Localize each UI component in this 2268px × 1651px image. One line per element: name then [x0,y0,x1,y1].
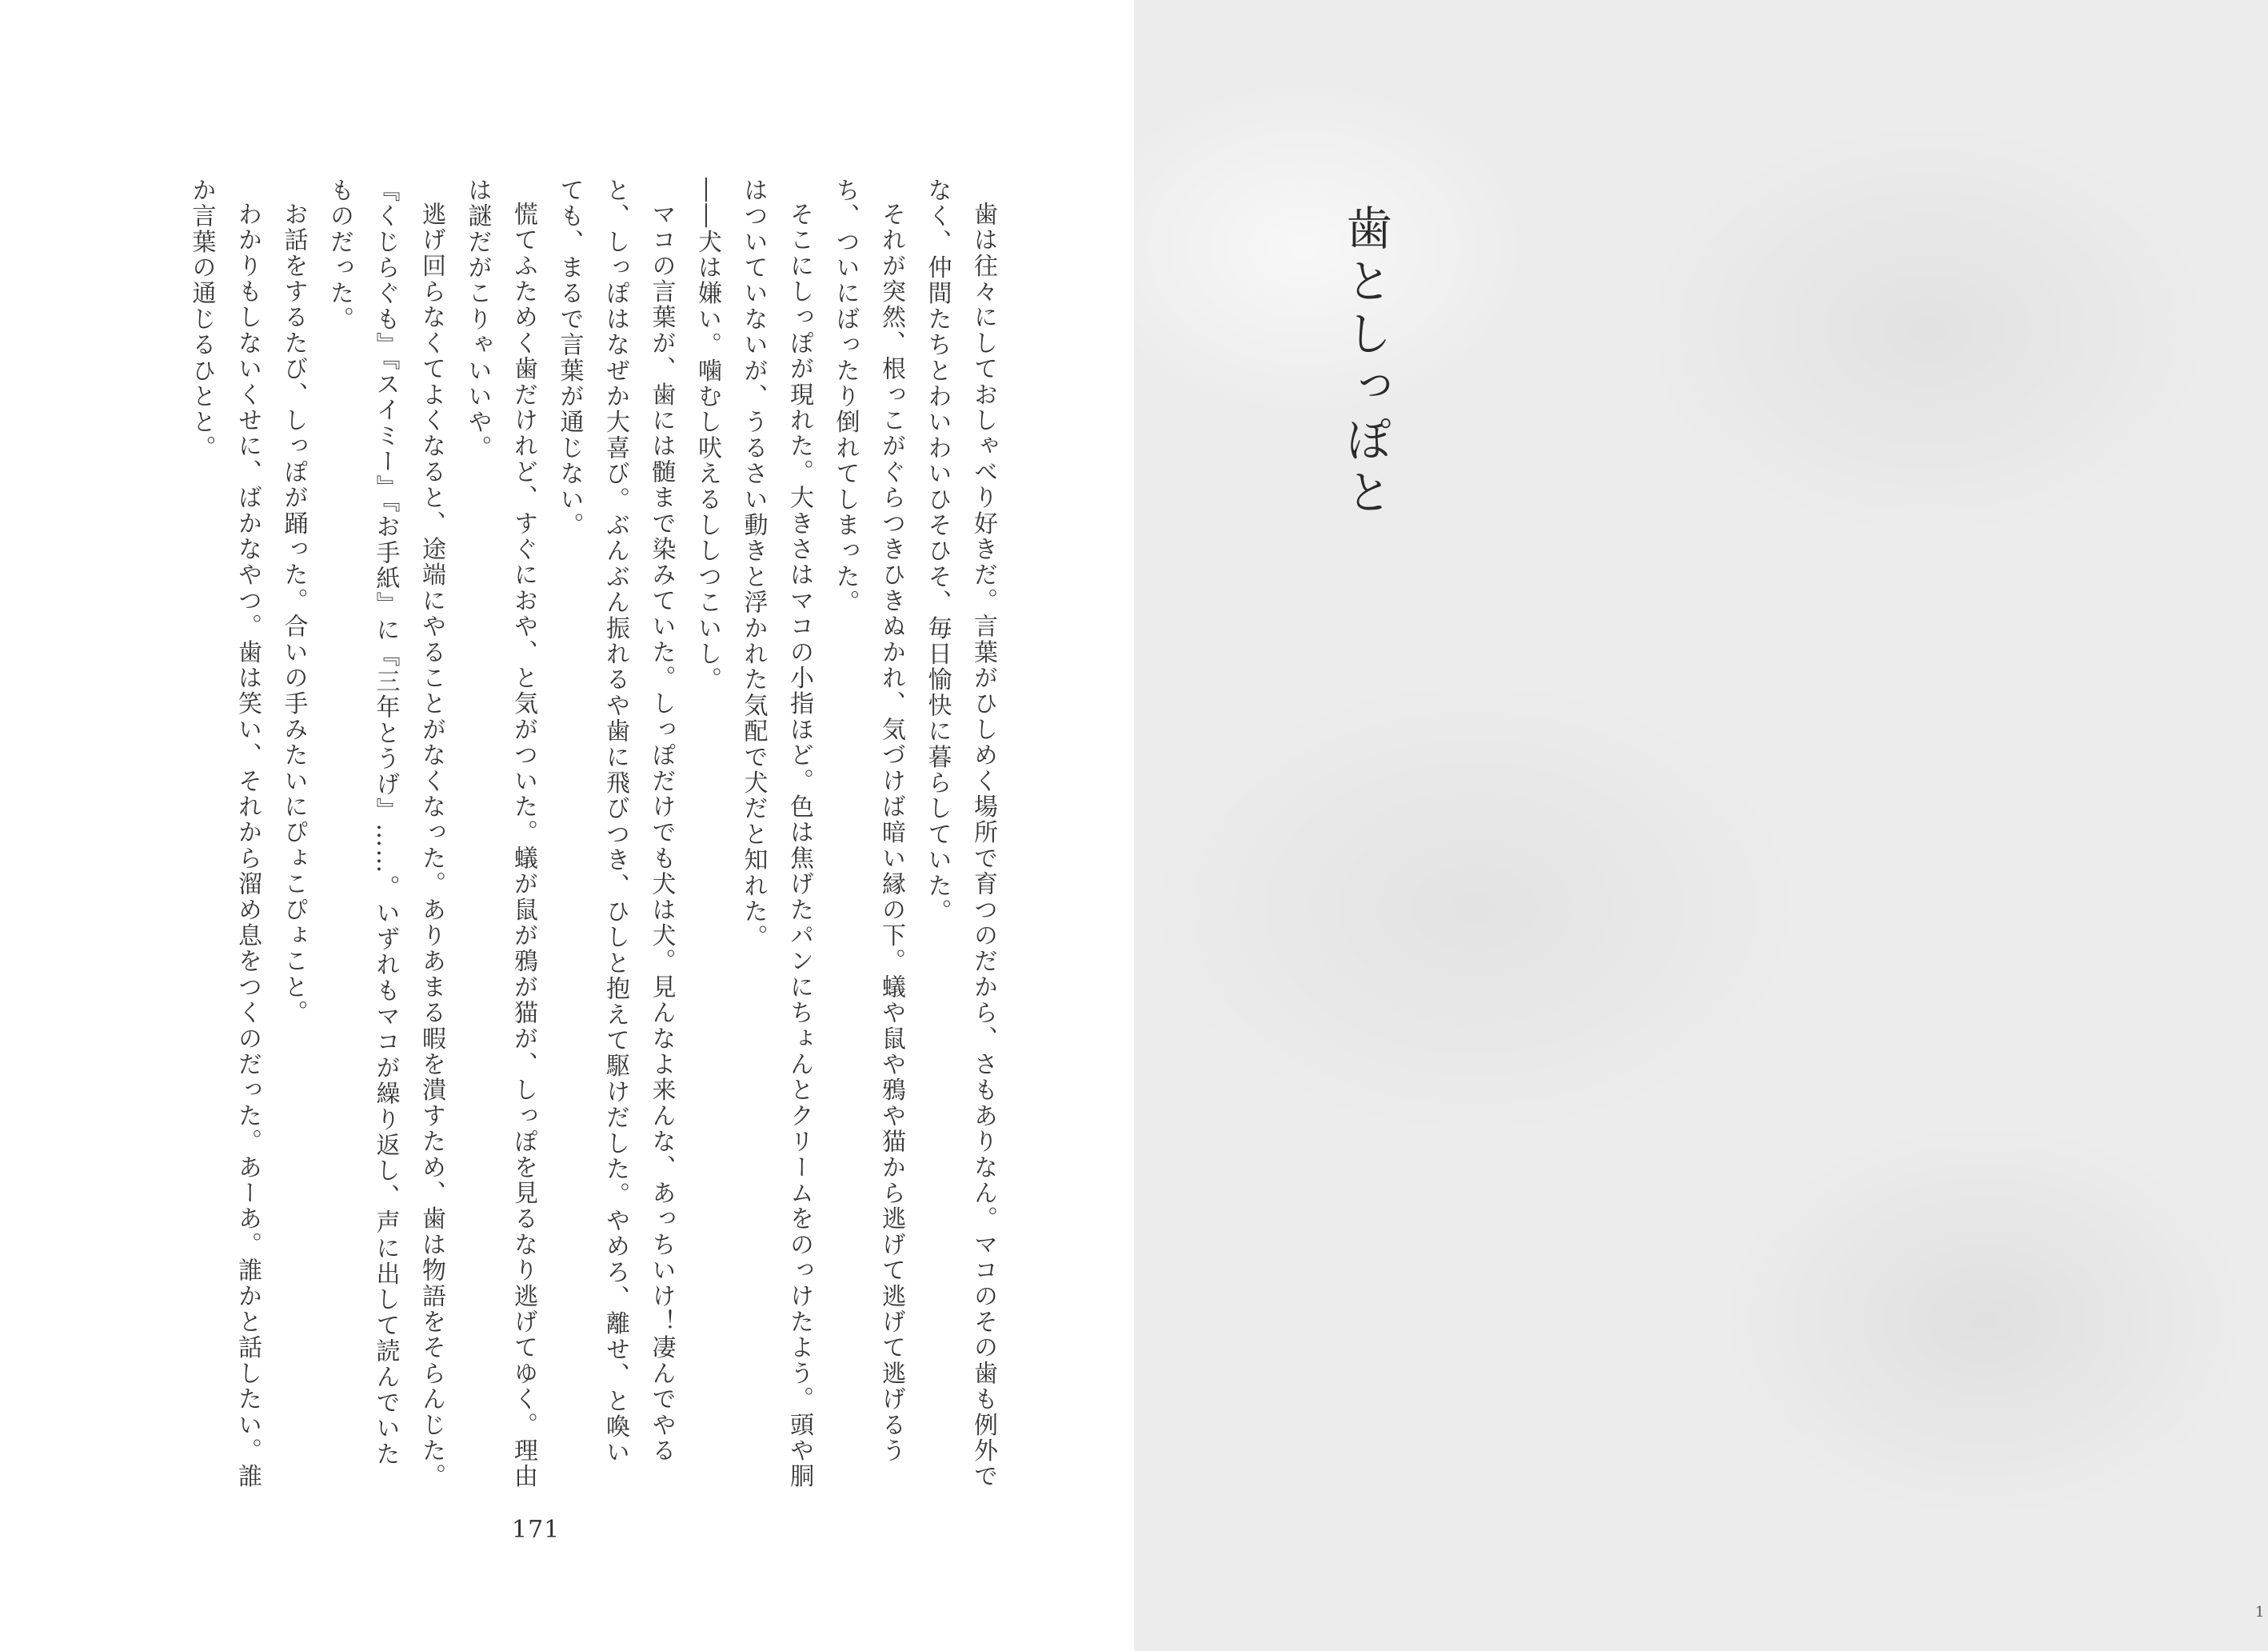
paragraph: マコの言葉が、歯には髄まで染みていた。しっぽだけでも犬は犬。見んなよ来んな、あっちいけ！凄んでやると、しっぽはなぜか大喜び。ぶんぶん振れるや歯に飛びつき、ひしと抱えて駆けだした。やめろ、離せ、と喚いても、まるで言葉が通じない。 [555,178,676,1465]
story-body-text [178,178,1006,1489]
paragraph: それが突然、根っこがぐらつきひきぬかれ、気づけば暗い縁の下。蟻や鼠や鴉や猫から逃げて逃げて逃げるうち、ついにばったり倒れてしまった。 [831,178,905,1464]
paragraph: 歯は往々にしておしゃべり好きだ。言葉がひしめく場所で育つのだから、さもありなん。マコのその歯も例外でなく、仲間たちとわいわいひそひそ、毎日愉快に暮らしていた。 [923,178,997,1489]
page-number: 171 [512,1516,561,1544]
paragraph: 逃げ回らなくてよくなると、途端にやることがなくなった。ありあまる暇を潰すため、歯は物語をそらんじた。『くじらぐも』『スイミー』『お手紙』に『三年とうげ』……。いずれもマコが繰り返し、声に出して読んでいたものだった。 [325,178,445,1489]
paragraph: 慌てふためく歯だけれど、すぐにおや、と気がついた。蟻が鼠が鴉が猫が、しっぽを見るなり逃げてゆく。理由は謎だがこりゃいいや。 [463,178,537,1489]
paragraph: わかりもしないくせに、ばかなやつ。歯は笑い、それから溜め息をつくのだった。あーあ。誰かと話したい。誰か言葉の通じるひとと。 [187,178,262,1489]
paragraph: お話をするたび、しっぽが踊った。合いの手みたいにぴょこぴょこと。 [279,202,308,1026]
edge-page-mark: 1 [2255,1604,2265,1621]
chapter-title: 歯としっぽと [1338,204,1392,521]
paragraph: そこにしっぽが現れた。大きさはマコの小指ほど。色は焦げたパンにちょんとクリームをのっけたよう。頭や胴はついていないが、うるさい動きと浮かれた気配で犬だと知れた。 [739,178,813,1489]
paragraph: ――犬は嫌い。噛むし吠えるししつこいし。 [693,178,721,693]
right-page [1134,0,2268,1651]
